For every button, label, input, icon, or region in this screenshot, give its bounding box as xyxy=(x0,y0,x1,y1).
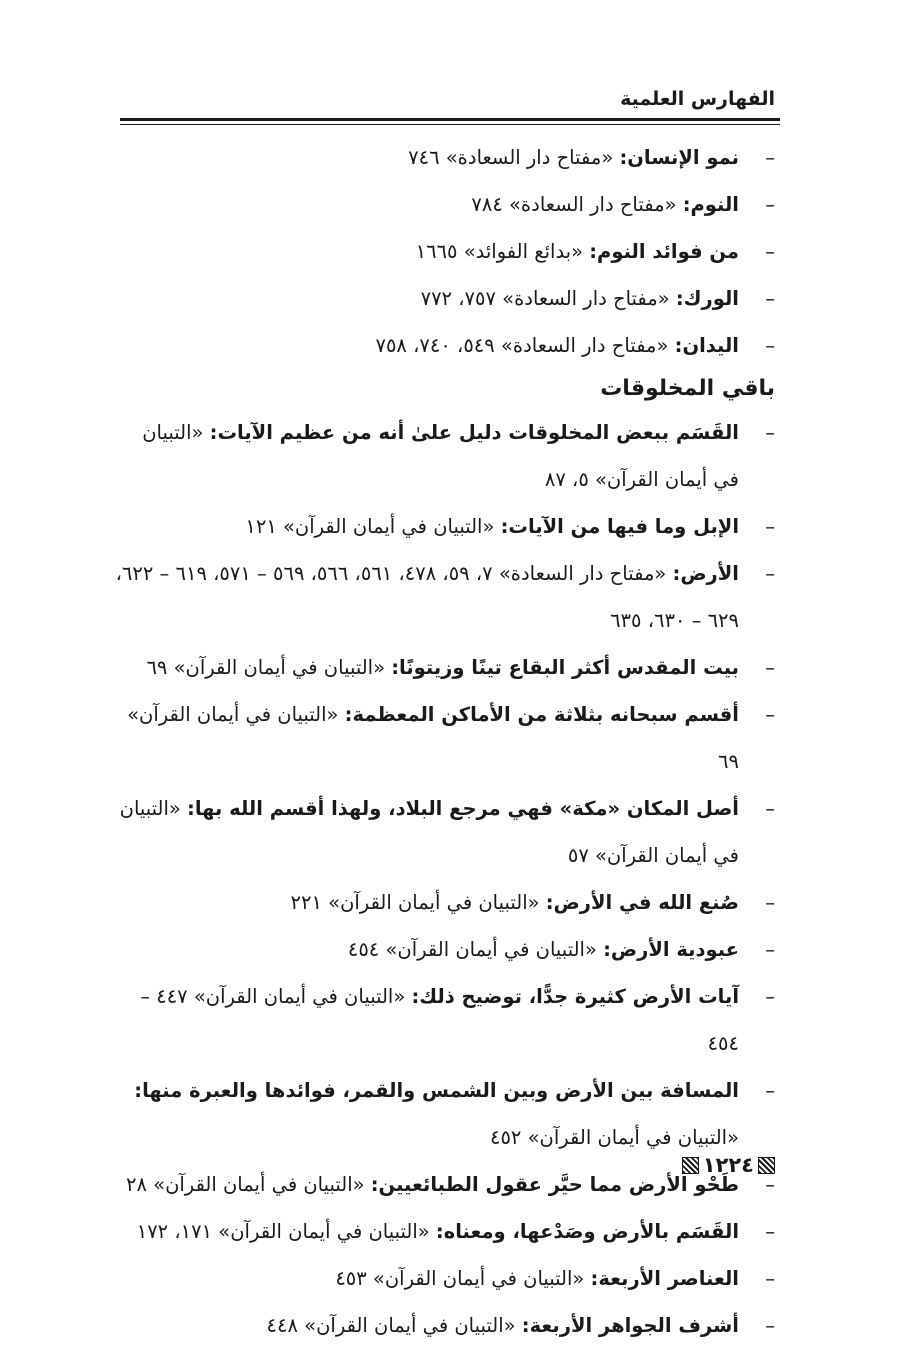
index-entry xyxy=(113,926,775,973)
entry-dash: – xyxy=(765,193,775,216)
entry-term: القَسَم ببعض المخلوقات دليل علىٰ أنه من عظيم الآيات: xyxy=(209,421,739,444)
entry-term: أصل المكان «مكة» فهي مرجع البلاد، ولهذا أقسم الله بها: xyxy=(187,797,739,820)
entry-reference: «التبيان في أيمان القرآن» ٦٩ xyxy=(127,703,739,773)
section-heading: باقي المخلوقات xyxy=(600,376,775,401)
entry-dash: – xyxy=(765,1173,775,1196)
page-number: ١٢٢٤ xyxy=(702,1153,754,1177)
entry-term: عبودية الأرض: xyxy=(603,938,739,961)
entry-dash: – xyxy=(765,938,775,961)
index-entry xyxy=(113,134,775,181)
entry-dash: – xyxy=(765,1220,775,1243)
entry-dash: – xyxy=(765,985,775,1008)
header-rule-thin xyxy=(120,124,780,125)
index-entry xyxy=(113,275,775,322)
entry-reference: «مفتاح دار السعادة» ٥٤٩، ٧٤٠، ٧٥٨ xyxy=(375,334,675,357)
entry-reference: «التبيان في أيمان القرآن» ٤٥٣ xyxy=(335,1267,591,1290)
entries-bottom xyxy=(113,409,775,1349)
index-entry xyxy=(113,691,775,785)
index-entry xyxy=(113,503,775,550)
index-entry xyxy=(113,228,775,275)
index-entry xyxy=(113,973,775,1067)
entry-term: القَسَم بالأرض وصَدْعها، ومعناه: xyxy=(435,1220,739,1243)
entry-term: بيت المقدس أكثر البقاع تينًا وزيتونًا: xyxy=(391,656,739,679)
entry-reference: «بدائع الفوائد» ١٦٦٥ xyxy=(415,240,590,263)
entry-term: أقسم سبحانه بثلاثة من الأماكن المعظمة: xyxy=(344,703,739,726)
header-rule-thick xyxy=(120,118,780,121)
entry-dash: – xyxy=(765,703,775,726)
entry-dash: – xyxy=(765,797,775,820)
entry-dash: – xyxy=(765,421,775,444)
entry-dash: – xyxy=(765,146,775,169)
ornament-icon xyxy=(758,1157,775,1174)
entry-reference: «التبيان في أيمان القرآن» ٢٢١ xyxy=(290,891,546,914)
entry-term: المسافة بين الأرض وبين الشمس والقمر، فوائدها والعبرة منها: xyxy=(134,1079,739,1102)
entry-term: صُنع الله في الأرض: xyxy=(545,891,739,914)
entry-reference: «التبيان في أيمان القرآن» ٤٤٨ xyxy=(266,1314,522,1337)
entry-term: النوم: xyxy=(682,193,739,216)
entry-term: الورك: xyxy=(675,287,739,310)
entry-dash: – xyxy=(765,1267,775,1290)
index-entry xyxy=(113,644,775,691)
entry-dash: – xyxy=(765,1314,775,1337)
entries-top xyxy=(113,134,775,369)
ornament-icon xyxy=(682,1157,699,1174)
entry-term: نمو الإنسان: xyxy=(619,146,739,169)
entry-dash: – xyxy=(765,656,775,679)
entry-term: الإبل وما فيها من الآيات: xyxy=(500,515,739,538)
entry-dash: – xyxy=(765,515,775,538)
index-entry xyxy=(113,1255,775,1302)
index-entry xyxy=(113,1161,775,1208)
entry-term: العناصر الأربعة: xyxy=(590,1267,739,1290)
index-content xyxy=(113,134,775,1349)
index-entry xyxy=(113,879,775,926)
entry-reference: «التبيان في أيمان القرآن» ٤٥٢ xyxy=(489,1126,739,1149)
index-entry xyxy=(113,1302,775,1349)
index-entry xyxy=(113,1067,775,1161)
entry-reference: «التبيان في أيمان القرآن» ٤٥٤ xyxy=(347,938,604,961)
page-footer xyxy=(682,1152,775,1178)
entry-reference: «مفتاح دار السعادة» ٧٨٤ xyxy=(471,193,683,216)
index-entry xyxy=(113,322,775,369)
entry-reference: «التبيان في أيمان القرآن» ٥٧ xyxy=(119,797,739,867)
index-entry xyxy=(113,409,775,503)
entry-term: آيات الأرض كثيرة جدًّا، توضيح ذلك: xyxy=(411,985,739,1008)
entry-reference: «التبيان في أيمان القرآن» ٥، ٨٧ xyxy=(142,421,739,491)
entry-dash: – xyxy=(765,562,775,585)
entry-reference: «مفتاح دار السعادة» ٧٤٦ xyxy=(408,146,620,169)
entry-term: أشرف الجواهر الأربعة: xyxy=(521,1314,739,1337)
entry-term: طَحْو الأرض مما حيَّر عقول الطبائعيين: xyxy=(370,1173,739,1196)
entry-dash: – xyxy=(765,1079,775,1102)
entry-reference: «التبيان في أيمان القرآن» ١٢١ xyxy=(245,515,501,538)
entry-dash: – xyxy=(765,287,775,310)
entry-term: من فوائد النوم: xyxy=(589,240,739,263)
index-entry xyxy=(113,785,775,879)
entry-dash: – xyxy=(765,240,775,263)
entry-reference: «التبيان في أيمان القرآن» ٤٤٧ – ٤٥٤ xyxy=(140,985,739,1055)
index-entry xyxy=(113,1208,775,1255)
entry-reference: «التبيان في أيمان القرآن» ٢٨ xyxy=(125,1173,371,1196)
entry-term: اليدان: xyxy=(674,334,739,357)
entry-dash: – xyxy=(765,334,775,357)
index-entry xyxy=(113,181,775,228)
index-entry xyxy=(113,550,775,644)
entry-dash: – xyxy=(765,891,775,914)
entry-term: الأرض: xyxy=(672,562,739,585)
entry-reference: «التبيان في أيمان القرآن» ١٧١، ١٧٢ xyxy=(136,1220,436,1243)
entry-reference: «مفتاح دار السعادة» ٧، ٥٩، ٤٧٨، ٥٦١، ٥٦٦، ٥٦٩ – ٥٧١، ٦١٩ – ٦٢٢، ٦٢٩ – ٦٣٠، ٦٣٥ xyxy=(115,562,739,632)
entry-reference: «التبيان في أيمان القرآن» ٦٩ xyxy=(146,656,392,679)
running-header: الفهارس العلمية xyxy=(620,88,775,110)
entry-reference: «مفتاح دار السعادة» ٧٥٧، ٧٧٢ xyxy=(420,287,676,310)
